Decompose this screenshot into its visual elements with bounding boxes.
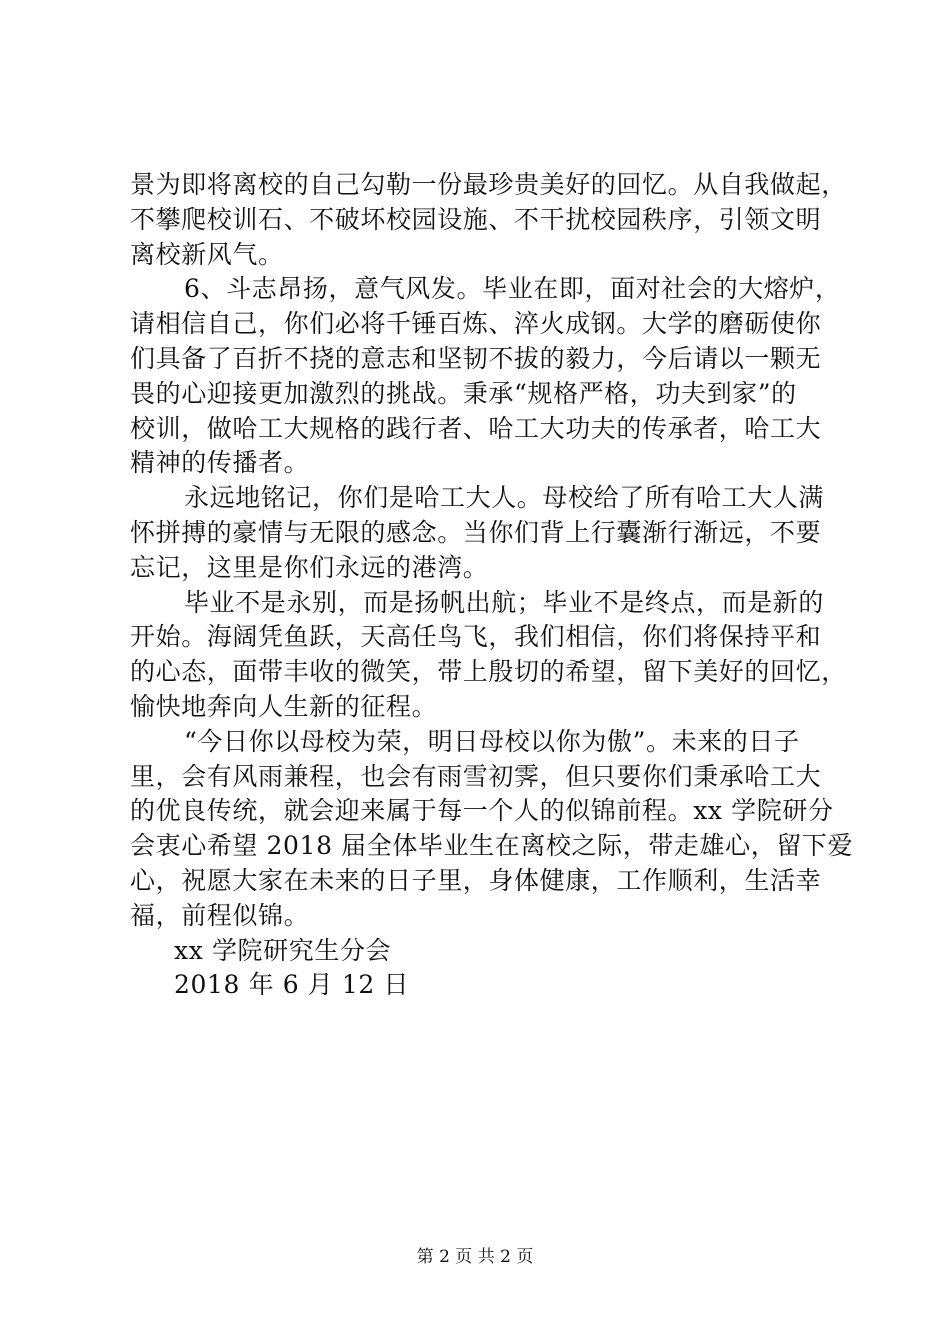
text-line: 心，祝愿大家在未来的日子里，身体健康，工作顺利，生活幸	[130, 865, 822, 895]
text-line: 的心态，面带丰收的微笑，带上殷切的希望，留下美好的回忆，	[130, 657, 847, 687]
text-line: 校训，做哈工大规格的践行者、哈工大功夫的传承者，哈工大	[130, 413, 822, 443]
text-line: 里，会有风雨兼程，也会有雨雪初霁，但只要你们秉承哈工大	[130, 761, 822, 791]
text-line: 不攀爬校训石、不破坏校园设施、不干扰校园秩序，引领文明	[130, 204, 822, 234]
text-line: 福，前程似锦。	[130, 900, 310, 930]
text-line: 怀拼搏的豪情与无限的感念。当你们背上行囊渐行渐远，不要	[130, 517, 822, 547]
text-line: 忘记，这里是你们永远的港湾。	[130, 552, 489, 582]
text-line: 毕业不是永别，而是扬帆出航；毕业不是终点，而是新的	[184, 587, 825, 617]
text-line: 景为即将离校的自己勾勒一份最珍贵美好的回忆。从自我做起，	[130, 170, 847, 199]
document-body	[130, 168, 854, 1003]
text-line: 会衷心希望 2018 届全体毕业生在离校之际，带走雄心，留下爱	[130, 831, 854, 861]
text-line: 的优良传统，就会迎来属于每一个人的似锦前程。xx 学院研分	[130, 796, 834, 826]
text-line: 离校新风气。	[130, 239, 284, 269]
signature-org: xx 学院研究生分会	[174, 935, 392, 965]
text-line: 永远地铭记，你们是哈工大人。母校给了所有哈工大人满	[184, 483, 825, 513]
text-line: 请相信自己，你们必将千锤百炼、淬火成钢。大学的磨砺使你	[130, 309, 822, 339]
text-line: 愉快地奔向人生新的征程。	[130, 691, 438, 721]
text-line: 精神的传播者。	[130, 448, 310, 478]
text-line: 6、斗志昂扬，意气风发。毕业在即，面对社会的大熔炉，	[184, 274, 841, 304]
page-footer: 第 2 页 共 2 页	[416, 1247, 534, 1267]
text-line: “今日你以母校为荣，明日母校以你为傲”。未来的日子	[184, 726, 800, 756]
signature-date: 2018 年 6 月 12 日	[174, 970, 410, 1000]
text-line: 开始。海阔凭鱼跃，天高任鸟飞，我们相信，你们将保持平和	[130, 622, 822, 652]
text-line: 们具备了百折不挠的意志和坚韧不拔的毅力，今后请以一颗无	[130, 343, 822, 373]
text-line: 畏的心迎接更加激烈的挑战。秉承“规格严格，功夫到家”的	[130, 378, 797, 408]
